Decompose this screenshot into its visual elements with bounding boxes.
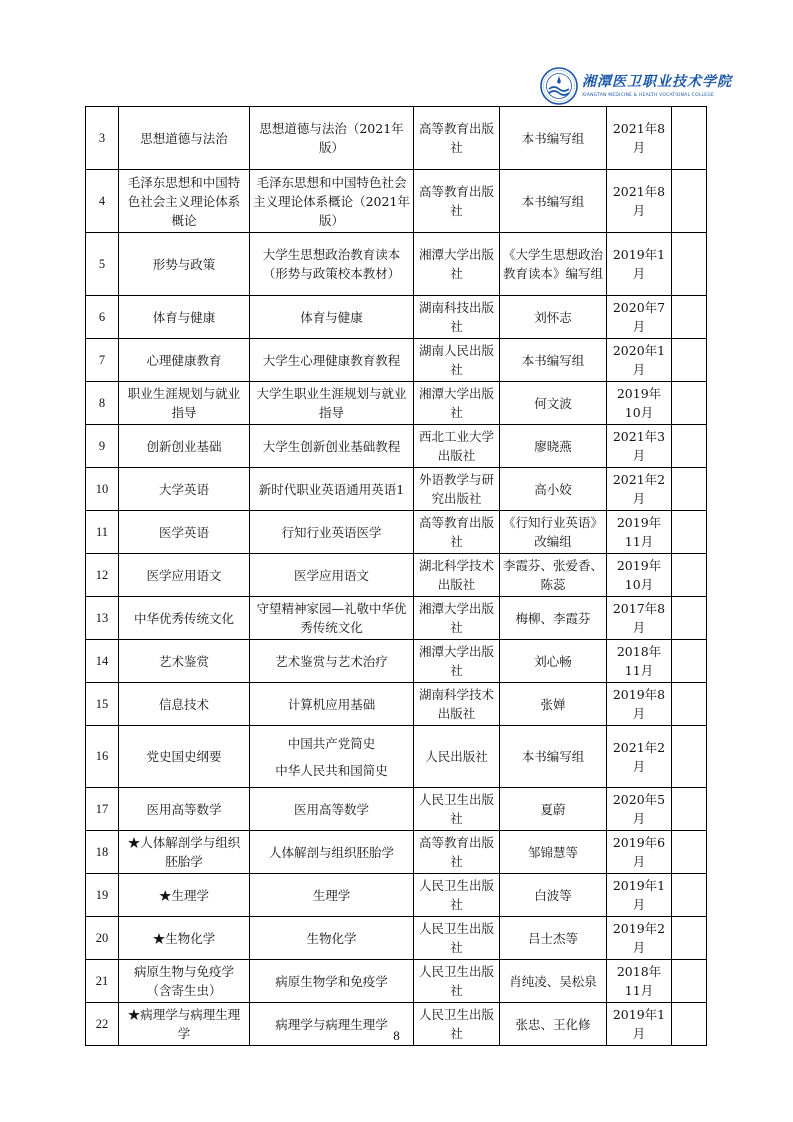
course-name: 大学英语 <box>119 468 250 511</box>
editor-name: 吕士杰等 <box>500 917 607 960</box>
textbook-title: 人体解剖与组织胚胎学 <box>250 831 414 874</box>
row-number: 6 <box>86 296 119 339</box>
row-number: 18 <box>86 831 119 874</box>
editor-name: 《大学生思想政治教育读本》编写组 <box>500 233 607 296</box>
table-row <box>86 382 707 425</box>
blank-cell <box>672 382 707 425</box>
editor-name: 夏蔚 <box>500 788 607 831</box>
blank-cell <box>672 683 707 726</box>
editor-name: 本书编写组 <box>500 107 607 170</box>
editor-name: 刘怀志 <box>500 296 607 339</box>
course-name: ★生物化学 <box>119 917 250 960</box>
blank-cell <box>672 874 707 917</box>
table-row <box>86 960 707 1003</box>
course-name: 毛泽东思想和中国特色社会主义理论体系概论 <box>119 170 250 233</box>
textbook-title: 生物化学 <box>250 917 414 960</box>
publish-date: 2019年2月 <box>607 917 672 960</box>
course-name: 医学英语 <box>119 511 250 554</box>
table-row <box>86 640 707 683</box>
course-name: 体育与健康 <box>119 296 250 339</box>
table-row <box>86 726 707 788</box>
textbook-title: 新时代职业英语通用英语1 <box>250 468 414 511</box>
editor-name: 本书编写组 <box>500 170 607 233</box>
editor-name: 刘心畅 <box>500 640 607 683</box>
blank-cell <box>672 107 707 170</box>
textbook-title: 病原生物学和免疫学 <box>250 960 414 1003</box>
publish-date: 2020年1月 <box>607 339 672 382</box>
publisher-name: 湘潭大学出版社 <box>414 640 500 683</box>
textbook-title: 大学生职业生涯规划与就业指导 <box>250 382 414 425</box>
editor-name: 廖晓燕 <box>500 425 607 468</box>
textbook-title: 毛泽东思想和中国特色社会主义理论体系概论（2021年版） <box>250 170 414 233</box>
publish-date: 2019年10月 <box>607 382 672 425</box>
blank-cell <box>672 170 707 233</box>
table-row <box>86 468 707 511</box>
editor-name: 白波等 <box>500 874 607 917</box>
row-number: 17 <box>86 788 119 831</box>
publish-date: 2019年1月 <box>607 1003 672 1046</box>
textbook-title: 体育与健康 <box>250 296 414 339</box>
logo-chinese-name: 湘潭医卫职业技术学院 <box>582 74 732 90</box>
college-logo <box>540 66 732 106</box>
publisher-name: 高等教育出版社 <box>414 831 500 874</box>
table-row <box>86 554 707 597</box>
table-row <box>86 296 707 339</box>
publish-date: 2019年6月 <box>607 831 672 874</box>
blank-cell <box>672 511 707 554</box>
course-name: 党史国史纲要 <box>119 726 250 788</box>
publisher-name: 高等教育出版社 <box>414 511 500 554</box>
blank-cell <box>672 597 707 640</box>
publish-date: 2021年8月 <box>607 170 672 233</box>
row-number: 14 <box>86 640 119 683</box>
textbook-title: 守望精神家园—礼敬中华优秀传统文化 <box>250 597 414 640</box>
textbook-title: 行知行业英语医学 <box>250 511 414 554</box>
course-name: ★病理学与病理生理学 <box>119 1003 250 1046</box>
publish-date: 2021年2月 <box>607 468 672 511</box>
row-number: 22 <box>86 1003 119 1046</box>
blank-cell <box>672 960 707 1003</box>
publisher-name: 高等教育出版社 <box>414 107 500 170</box>
publisher-name: 人民出版社 <box>414 726 500 788</box>
course-name: 职业生涯规划与就业指导 <box>119 382 250 425</box>
course-name: 医学应用语文 <box>119 554 250 597</box>
textbook-title: 大学生思想政治教育读本（形势与政策校本教材） <box>250 233 414 296</box>
publish-date: 2021年8月 <box>607 107 672 170</box>
row-number: 20 <box>86 917 119 960</box>
row-number: 9 <box>86 425 119 468</box>
publisher-name: 湘潭大学出版社 <box>414 597 500 640</box>
row-number: 16 <box>86 726 119 788</box>
editor-name: 高小姣 <box>500 468 607 511</box>
publish-date: 2019年1月 <box>607 874 672 917</box>
row-number: 10 <box>86 468 119 511</box>
course-name: 形势与政策 <box>119 233 250 296</box>
publisher-name: 湖北科学技术出版社 <box>414 554 500 597</box>
textbook-title: 艺术鉴赏与艺术治疗 <box>250 640 414 683</box>
blank-cell <box>672 296 707 339</box>
publish-date: 2021年2月 <box>607 726 672 788</box>
textbook-title: 医学应用语文 <box>250 554 414 597</box>
publish-date: 2020年7月 <box>607 296 672 339</box>
row-number: 7 <box>86 339 119 382</box>
row-number: 5 <box>86 233 119 296</box>
publisher-name: 人民卫生出版社 <box>414 874 500 917</box>
publish-date: 2020年5月 <box>607 788 672 831</box>
row-number: 4 <box>86 170 119 233</box>
publisher-name: 湘潭大学出版社 <box>414 233 500 296</box>
row-number: 12 <box>86 554 119 597</box>
textbook-title: 中国共产党简史 中华人民共和国简史 <box>250 726 414 788</box>
editor-name: 本书编写组 <box>500 726 607 788</box>
row-number: 15 <box>86 683 119 726</box>
row-number: 19 <box>86 874 119 917</box>
publish-date: 2019年10月 <box>607 554 672 597</box>
table-row <box>86 425 707 468</box>
publisher-name: 湖南科技出版社 <box>414 296 500 339</box>
blank-cell <box>672 554 707 597</box>
editor-name: 邹锦慧等 <box>500 831 607 874</box>
publisher-name: 人民卫生出版社 <box>414 788 500 831</box>
textbook-title: 医用高等数学 <box>250 788 414 831</box>
publish-date: 2021年3月 <box>607 425 672 468</box>
course-name: 艺术鉴赏 <box>119 640 250 683</box>
blank-cell <box>672 917 707 960</box>
table-row <box>86 831 707 874</box>
publisher-name: 外语教学与研究出版社 <box>414 468 500 511</box>
textbook-title: 生理学 <box>250 874 414 917</box>
editor-name: 梅柳、李霞芬 <box>500 597 607 640</box>
editor-name: 何文波 <box>500 382 607 425</box>
editor-name: 张婵 <box>500 683 607 726</box>
publisher-name: 湘潭大学出版社 <box>414 382 500 425</box>
blank-cell <box>672 726 707 788</box>
publisher-name: 人民卫生出版社 <box>414 917 500 960</box>
course-name: 病原生物与免疫学（含寄生虫） <box>119 960 250 1003</box>
blank-cell <box>672 788 707 831</box>
publisher-name: 湖南人民出版社 <box>414 339 500 382</box>
textbook-table <box>85 106 707 1046</box>
table-row <box>86 788 707 831</box>
editor-name: 肖纯凌、吴松泉 <box>500 960 607 1003</box>
table-row <box>86 874 707 917</box>
publish-date: 2019年8月 <box>607 683 672 726</box>
publish-date: 2018年11月 <box>607 960 672 1003</box>
blank-cell <box>672 640 707 683</box>
textbook-title: 计算机应用基础 <box>250 683 414 726</box>
publisher-name: 湖南科学技术出版社 <box>414 683 500 726</box>
course-name: 信息技术 <box>119 683 250 726</box>
table-row <box>86 917 707 960</box>
textbook-title: 病理学与病理生理学 <box>250 1003 414 1046</box>
textbook-table-body <box>86 107 707 1046</box>
logo-english-name: XIANGTAN MEDICINE & HEALTH VOCATIONAL COLLEGE <box>582 93 715 98</box>
publisher-name: 人民卫生出版社 <box>414 960 500 1003</box>
table-row <box>86 339 707 382</box>
table-row <box>86 170 707 233</box>
page-number: 8 <box>393 1028 400 1043</box>
publisher-name: 高等教育出版社 <box>414 170 500 233</box>
table-row <box>86 233 707 296</box>
table-row <box>86 597 707 640</box>
table-row <box>86 107 707 170</box>
blank-cell <box>672 831 707 874</box>
publish-date: 2017年8月 <box>607 597 672 640</box>
textbook-title: 大学生创新创业基础教程 <box>250 425 414 468</box>
blank-cell <box>672 468 707 511</box>
blank-cell <box>672 339 707 382</box>
college-emblem-icon <box>540 67 578 105</box>
table-row <box>86 683 707 726</box>
publish-date: 2018年11月 <box>607 640 672 683</box>
row-number: 11 <box>86 511 119 554</box>
row-number: 13 <box>86 597 119 640</box>
publish-date: 2019年1月 <box>607 233 672 296</box>
editor-name: 张忠、王化修 <box>500 1003 607 1046</box>
editor-name: 李霞芬、张爱香、陈蕊 <box>500 554 607 597</box>
course-name: 医用高等数学 <box>119 788 250 831</box>
publish-date: 2019年11月 <box>607 511 672 554</box>
blank-cell <box>672 233 707 296</box>
blank-cell <box>672 425 707 468</box>
course-name: 心理健康教育 <box>119 339 250 382</box>
course-name: 思想道德与法治 <box>119 107 250 170</box>
textbook-title: 大学生心理健康教育教程 <box>250 339 414 382</box>
editor-name: 本书编写组 <box>500 339 607 382</box>
publisher-name: 西北工业大学出版社 <box>414 425 500 468</box>
course-name: ★生理学 <box>119 874 250 917</box>
course-name: ★人体解剖学与组织胚胎学 <box>119 831 250 874</box>
row-number: 8 <box>86 382 119 425</box>
table-row <box>86 511 707 554</box>
row-number: 3 <box>86 107 119 170</box>
row-number: 21 <box>86 960 119 1003</box>
publisher-name: 人民卫生出版社 <box>414 1003 500 1046</box>
textbook-title: 思想道德与法治（2021年版） <box>250 107 414 170</box>
course-name: 中华优秀传统文化 <box>119 597 250 640</box>
course-name: 创新创业基础 <box>119 425 250 468</box>
editor-name: 《行知行业英语》改编组 <box>500 511 607 554</box>
